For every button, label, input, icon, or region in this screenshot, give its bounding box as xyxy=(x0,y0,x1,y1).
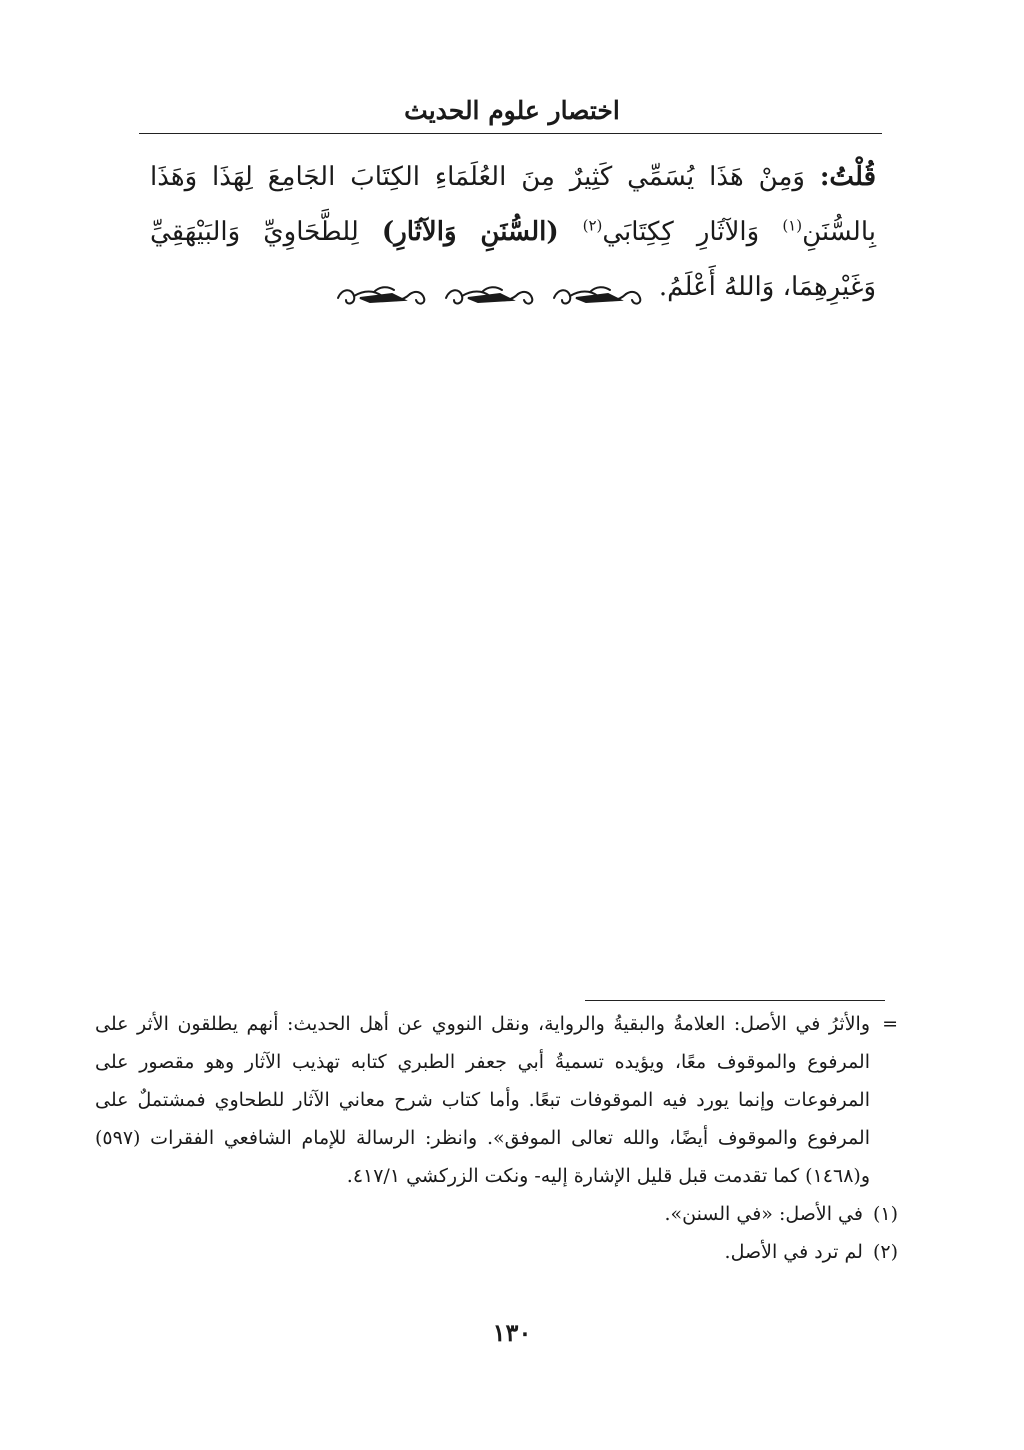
footnote-number-2[interactable]: (٢) xyxy=(872,1241,898,1263)
footnote-item-2 xyxy=(95,1233,898,1271)
footnote-text-2: لم ترد في الأصل. xyxy=(724,1241,863,1263)
book-title: (السُّنَنِ وَالآثَارِ) xyxy=(381,217,583,247)
running-header-title: اختصار علوم الحديث xyxy=(404,96,620,125)
footnote-number-1[interactable]: (١) xyxy=(872,1203,898,1225)
footnote-text-1: في الأصل: «في السنن». xyxy=(664,1203,863,1225)
main-text-part-1: وَمِنْ هَذَا يُسَمِّي كَثِيرٌ مِنَ العُلَمَاءِ الكِتَابَ الجَامِعَ لِهَذَا وَهَذَا بِالسُّنَنِ xyxy=(150,162,877,247)
ornament-motif-1 xyxy=(338,287,424,303)
footnote-continuation xyxy=(95,1005,898,1195)
footnotes-section xyxy=(95,1005,898,1271)
continuation-mark: = xyxy=(882,1013,898,1035)
footnote-ref-1[interactable]: (١) xyxy=(782,216,803,235)
page-number: ١٣٠ xyxy=(492,1318,532,1347)
floral-divider-icon xyxy=(330,278,650,318)
lead-word: قُلْتُ: xyxy=(819,162,876,192)
footnote-item-1 xyxy=(95,1195,898,1233)
footnote-rule xyxy=(585,1000,885,1001)
ornament-motif-2 xyxy=(446,287,532,303)
ornament-motif-3 xyxy=(554,287,640,303)
continuation-text: والأثرُ في الأصل: العلامةُ والبقيةُ والرواية، ونقل النووي عن أهل الحديث: أنهم يطلقون الأثر على المرفوع والموقوف معًا، ويؤيده تسميةُ أبي جعفر الطبري كتابه تهذيب الآثار وهو مقصور على المرفوعات وإنما يورد فيه الموقوفات تبعًا. وأما كتاب شرح معاني الآثار للطحاوي فمشتملٌ على المرفوع والموقوف أيضًا، والله تعالى الموفق». وانظر: الرسالة للإمام الشافعي الفقرات (٥٩٧) و(١٤٦٨) كما تقدمت قبل قليل الإشارة إليه- ونكت الزركشي ٤١٧/١. xyxy=(95,1013,870,1187)
main-text-part-3: لِلطَّحَاوِيِّ وَالبَيْهَقِيِّ وَغَيْرِهِمَا، وَاللهُ أَعْلَمُ. xyxy=(150,217,876,302)
footnote-ref-2[interactable]: (٢) xyxy=(582,216,603,235)
main-text-part-2: وَالآثَارِ كِكِتَابَي xyxy=(602,217,783,247)
header-rule xyxy=(139,133,882,134)
